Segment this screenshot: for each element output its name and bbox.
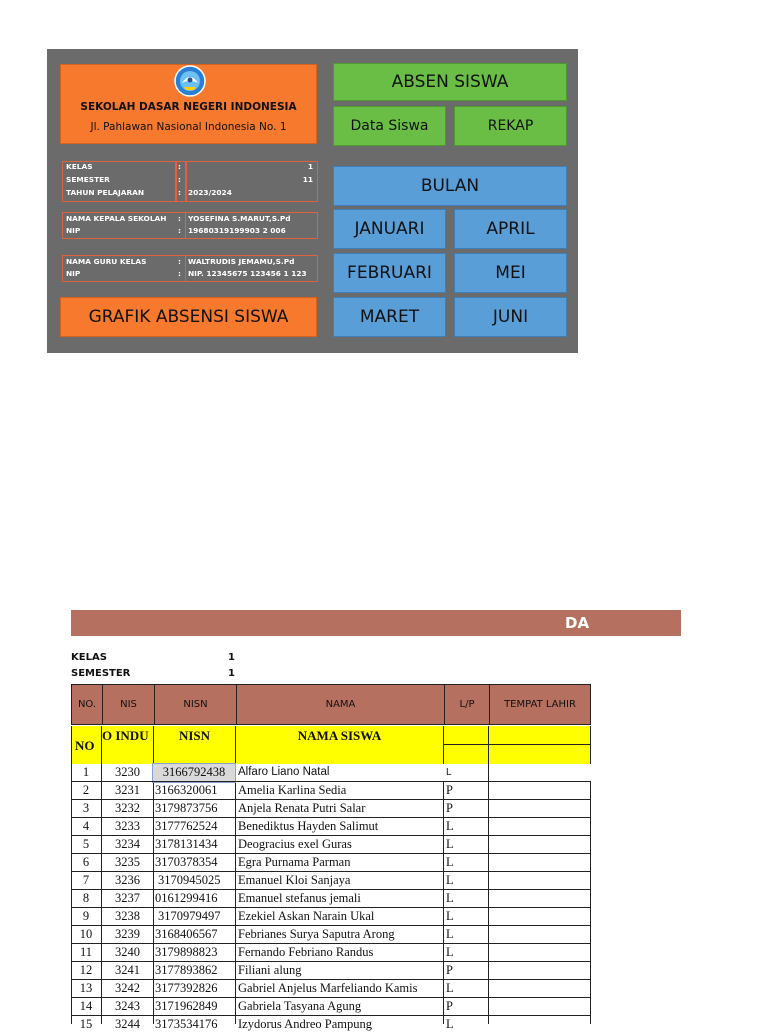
- cell-nama: Benediktus Hayden Salimut: [238, 819, 379, 833]
- cell-nis: 3236: [115, 873, 140, 887]
- cell-nis: 3231: [115, 783, 140, 797]
- table-row[interactable]: [71, 890, 591, 908]
- table-row[interactable]: [71, 944, 591, 962]
- info-colon: :: [178, 214, 181, 223]
- cell-no: 7: [82, 873, 90, 887]
- header-nis: NIS: [120, 699, 137, 710]
- info-value: YOSEFINA S.MARUT,S.Pd: [188, 214, 291, 223]
- info-colon: :: [178, 226, 181, 235]
- cell-nama: Emanuel stefanus jemali: [238, 891, 361, 905]
- table-row[interactable]: [71, 926, 591, 944]
- cell-nis: 3241: [115, 963, 140, 977]
- cell-lp: L: [446, 909, 454, 923]
- cell-lp: L: [446, 1017, 454, 1031]
- grid-line: [443, 744, 591, 745]
- cell-nisn-selected[interactable]: 3166792438: [153, 764, 235, 782]
- cell-nama: Anjela Renata Putri Salar: [238, 801, 366, 815]
- table-row[interactable]: [71, 818, 591, 836]
- cell-nisn: 3177762524: [155, 819, 218, 833]
- cell-nama: Egra Purnama Parman: [238, 855, 351, 869]
- cell-no: 11: [79, 945, 93, 959]
- info-label: NAMA KEPALA SEKOLAH: [66, 214, 167, 223]
- absen-siswa-button[interactable]: ABSEN SISWA: [333, 63, 567, 101]
- cell-nama: Filiani alung: [238, 963, 302, 977]
- month-button-juni[interactable]: JUNI: [454, 297, 567, 337]
- cell-lp: P: [446, 963, 453, 977]
- info-row-nip-guru: [61, 268, 317, 280]
- cell-nis: 3234: [115, 837, 140, 851]
- info-value: 19680319199903 2 006: [188, 226, 286, 235]
- info-value: NIP. 12345675 123456 1 123: [188, 269, 307, 278]
- cell-nisn: 3177392826: [155, 981, 218, 995]
- dashboard-panel: [47, 49, 578, 353]
- table-row[interactable]: [71, 764, 591, 782]
- cell-lp: L: [446, 981, 454, 995]
- cell-nama: Deogracius exel Guras: [238, 837, 352, 851]
- info-value: 2023/2024: [188, 188, 232, 197]
- info-row-guru-kelas: [61, 256, 317, 268]
- kelas-label: KELAS: [71, 652, 107, 663]
- cell-lp: L: [446, 819, 454, 833]
- subheader-nama: NAMA SISWA: [297, 728, 382, 743]
- school-address: Jl. Pahlawan Nasional Indonesia No. 1: [90, 121, 287, 133]
- info-label: KELAS: [66, 162, 93, 171]
- cell-lp: L: [446, 855, 454, 869]
- school-info-card: [60, 64, 317, 144]
- cell-nis: 3244: [115, 1017, 140, 1031]
- cell-nama: Gabriel Anjelus Marfeliando Kamis: [238, 981, 418, 995]
- header-lp: L/P: [459, 699, 475, 710]
- table-row[interactable]: [71, 962, 591, 980]
- school-name: SEKOLAH DASAR NEGERI INDONESIA: [80, 101, 297, 113]
- cell-nama: Fernando Febriano Randus: [238, 945, 374, 959]
- cell-nisn: 3166320061: [155, 783, 218, 797]
- subheader-nis: O INDU: [102, 728, 149, 743]
- info-row-kelas: [61, 161, 317, 173]
- cell-nisn: 3171962849: [155, 999, 218, 1013]
- tut-wuri-handayani-logo: [174, 65, 206, 97]
- cell-lp: L: [446, 767, 452, 778]
- header-nisn: NISN: [183, 699, 208, 710]
- month-button-mei[interactable]: MEI: [454, 253, 567, 293]
- table-row[interactable]: [71, 1016, 591, 1034]
- cell-nis: 3235: [115, 855, 140, 869]
- cell-nisn: 3179898823: [155, 945, 218, 959]
- cell-nisn: 3168406567: [155, 927, 218, 941]
- cell-no: 14: [79, 999, 93, 1013]
- cell-nis: 3233: [115, 819, 140, 833]
- table-row[interactable]: [71, 854, 591, 872]
- cell-no: 9: [82, 909, 90, 923]
- info-row-semester: [61, 174, 317, 186]
- cell-lp: L: [446, 873, 454, 887]
- month-button-februari[interactable]: FEBRUARI: [333, 253, 446, 293]
- cell-no: 2: [82, 783, 90, 797]
- info-label: NIP: [66, 226, 81, 235]
- cell-nama: Izydorus Andreo Pampung: [238, 1017, 373, 1031]
- cell-nis: 3242: [115, 981, 140, 995]
- table-header: [71, 684, 591, 725]
- kelas-value: 1: [228, 652, 235, 663]
- info-colon: :: [178, 257, 181, 266]
- semester-label: SEMESTER: [71, 668, 131, 679]
- grid-line: [488, 726, 489, 764]
- month-button-januari[interactable]: JANUARI: [333, 209, 446, 249]
- cell-nama: Emanuel Kloi Sanjaya: [238, 873, 351, 887]
- cell-no: 12: [79, 963, 93, 977]
- cell-lp: L: [446, 927, 454, 941]
- cell-nisn: 3170945025: [158, 873, 221, 887]
- cell-nisn: 3178131434: [155, 837, 218, 851]
- cell-nama: Amelia Karlina Sedia: [238, 783, 347, 797]
- cell-nis: 3238: [115, 909, 140, 923]
- cell-nama: Ezekiel Askan Narain Ukal: [238, 909, 375, 923]
- info-row-tahun-pelajaran: [61, 187, 317, 199]
- cell-nisn: 0161299416: [155, 891, 218, 905]
- info-colon: :: [178, 162, 181, 171]
- table-row[interactable]: [71, 836, 591, 854]
- grafik-absensi-button[interactable]: GRAFIK ABSENSI SISWA: [60, 297, 317, 337]
- month-button-april[interactable]: APRIL: [454, 209, 567, 249]
- cell-lp: L: [446, 945, 454, 959]
- info-value: WALTRUDIS JEMAMU,S.Pd: [188, 257, 295, 266]
- cell-no: 3: [82, 801, 90, 815]
- table-row[interactable]: [71, 872, 591, 890]
- table-row[interactable]: [71, 782, 591, 800]
- cell-no: 6: [82, 855, 90, 869]
- table-row[interactable]: [71, 998, 591, 1016]
- info-colon: :: [178, 188, 181, 197]
- cell-no: 13: [79, 981, 93, 995]
- data-siswa-button[interactable]: Data Siswa: [333, 106, 446, 146]
- cell-lp: P: [446, 801, 453, 815]
- info-row-nip-kepala: [61, 225, 317, 237]
- rekap-button[interactable]: REKAP: [454, 106, 567, 146]
- cell-no: 15: [79, 1017, 93, 1031]
- cell-no: 5: [82, 837, 90, 851]
- info-colon: :: [178, 175, 181, 184]
- sheet-title-banner: [71, 610, 681, 636]
- cell-nama: Alfaro Liano Natal: [238, 766, 330, 778]
- cell-nis: 3240: [115, 945, 140, 959]
- semester-value: 1: [228, 668, 235, 679]
- cell-nisn: 3179873756: [155, 801, 218, 815]
- school-info-table: [61, 161, 317, 287]
- info-value: 1: [307, 162, 313, 171]
- info-value: 11: [302, 175, 313, 184]
- info-label: SEMESTER: [66, 175, 110, 184]
- month-button-maret[interactable]: MARET: [333, 297, 446, 337]
- info-row-kepala-sekolah: [61, 213, 317, 225]
- subheader-no: NO: [75, 738, 95, 753]
- grid-line: [443, 726, 444, 764]
- info-label: NIP: [66, 269, 81, 278]
- info-label: TAHUN PELAJARAN: [66, 188, 145, 197]
- cell-nis: 3232: [115, 801, 140, 815]
- header-tempat-lahir: TEMPAT LAHIR: [504, 699, 576, 710]
- info-label: NAMA GURU KELAS: [66, 257, 147, 266]
- table-subheader: [71, 726, 591, 764]
- table-row[interactable]: [71, 800, 591, 818]
- table-row[interactable]: [71, 980, 591, 998]
- cell-lp: P: [446, 999, 453, 1013]
- bulan-header-button[interactable]: BULAN: [333, 166, 567, 206]
- cell-nis: 3230: [115, 765, 140, 779]
- cell-nis: 3237: [115, 891, 140, 905]
- header-nama: NAMA: [325, 699, 356, 710]
- cell-nis: 3239: [115, 927, 140, 941]
- cell-nis: 3243: [115, 999, 140, 1013]
- header-no: NO.: [77, 699, 97, 710]
- cell-nisn: 3170979497: [158, 909, 221, 923]
- grid-line: [71, 726, 72, 764]
- sheet-title: DA: [565, 614, 590, 632]
- grid-line: [590, 726, 591, 764]
- table-row[interactable]: [71, 908, 591, 926]
- cell-nisn: 3170378354: [155, 855, 218, 869]
- cell-no: 1: [82, 765, 90, 779]
- cell-no: 10: [79, 927, 93, 941]
- cell-nama: Gabriela Tasyana Agung: [238, 999, 362, 1013]
- cell-lp: P: [446, 783, 453, 797]
- cell-lp: L: [446, 891, 454, 905]
- cell-no: 4: [82, 819, 90, 833]
- cell-no: 8: [82, 891, 90, 905]
- cell-nisn: 3173534176: [155, 1017, 218, 1031]
- subheader-nisn: NISN: [178, 728, 211, 743]
- info-colon: :: [178, 269, 181, 278]
- cell-nama: Febrianes Surya Saputra Arong: [238, 927, 395, 941]
- cell-nisn: 3177893862: [155, 963, 218, 977]
- cell-lp: L: [446, 837, 454, 851]
